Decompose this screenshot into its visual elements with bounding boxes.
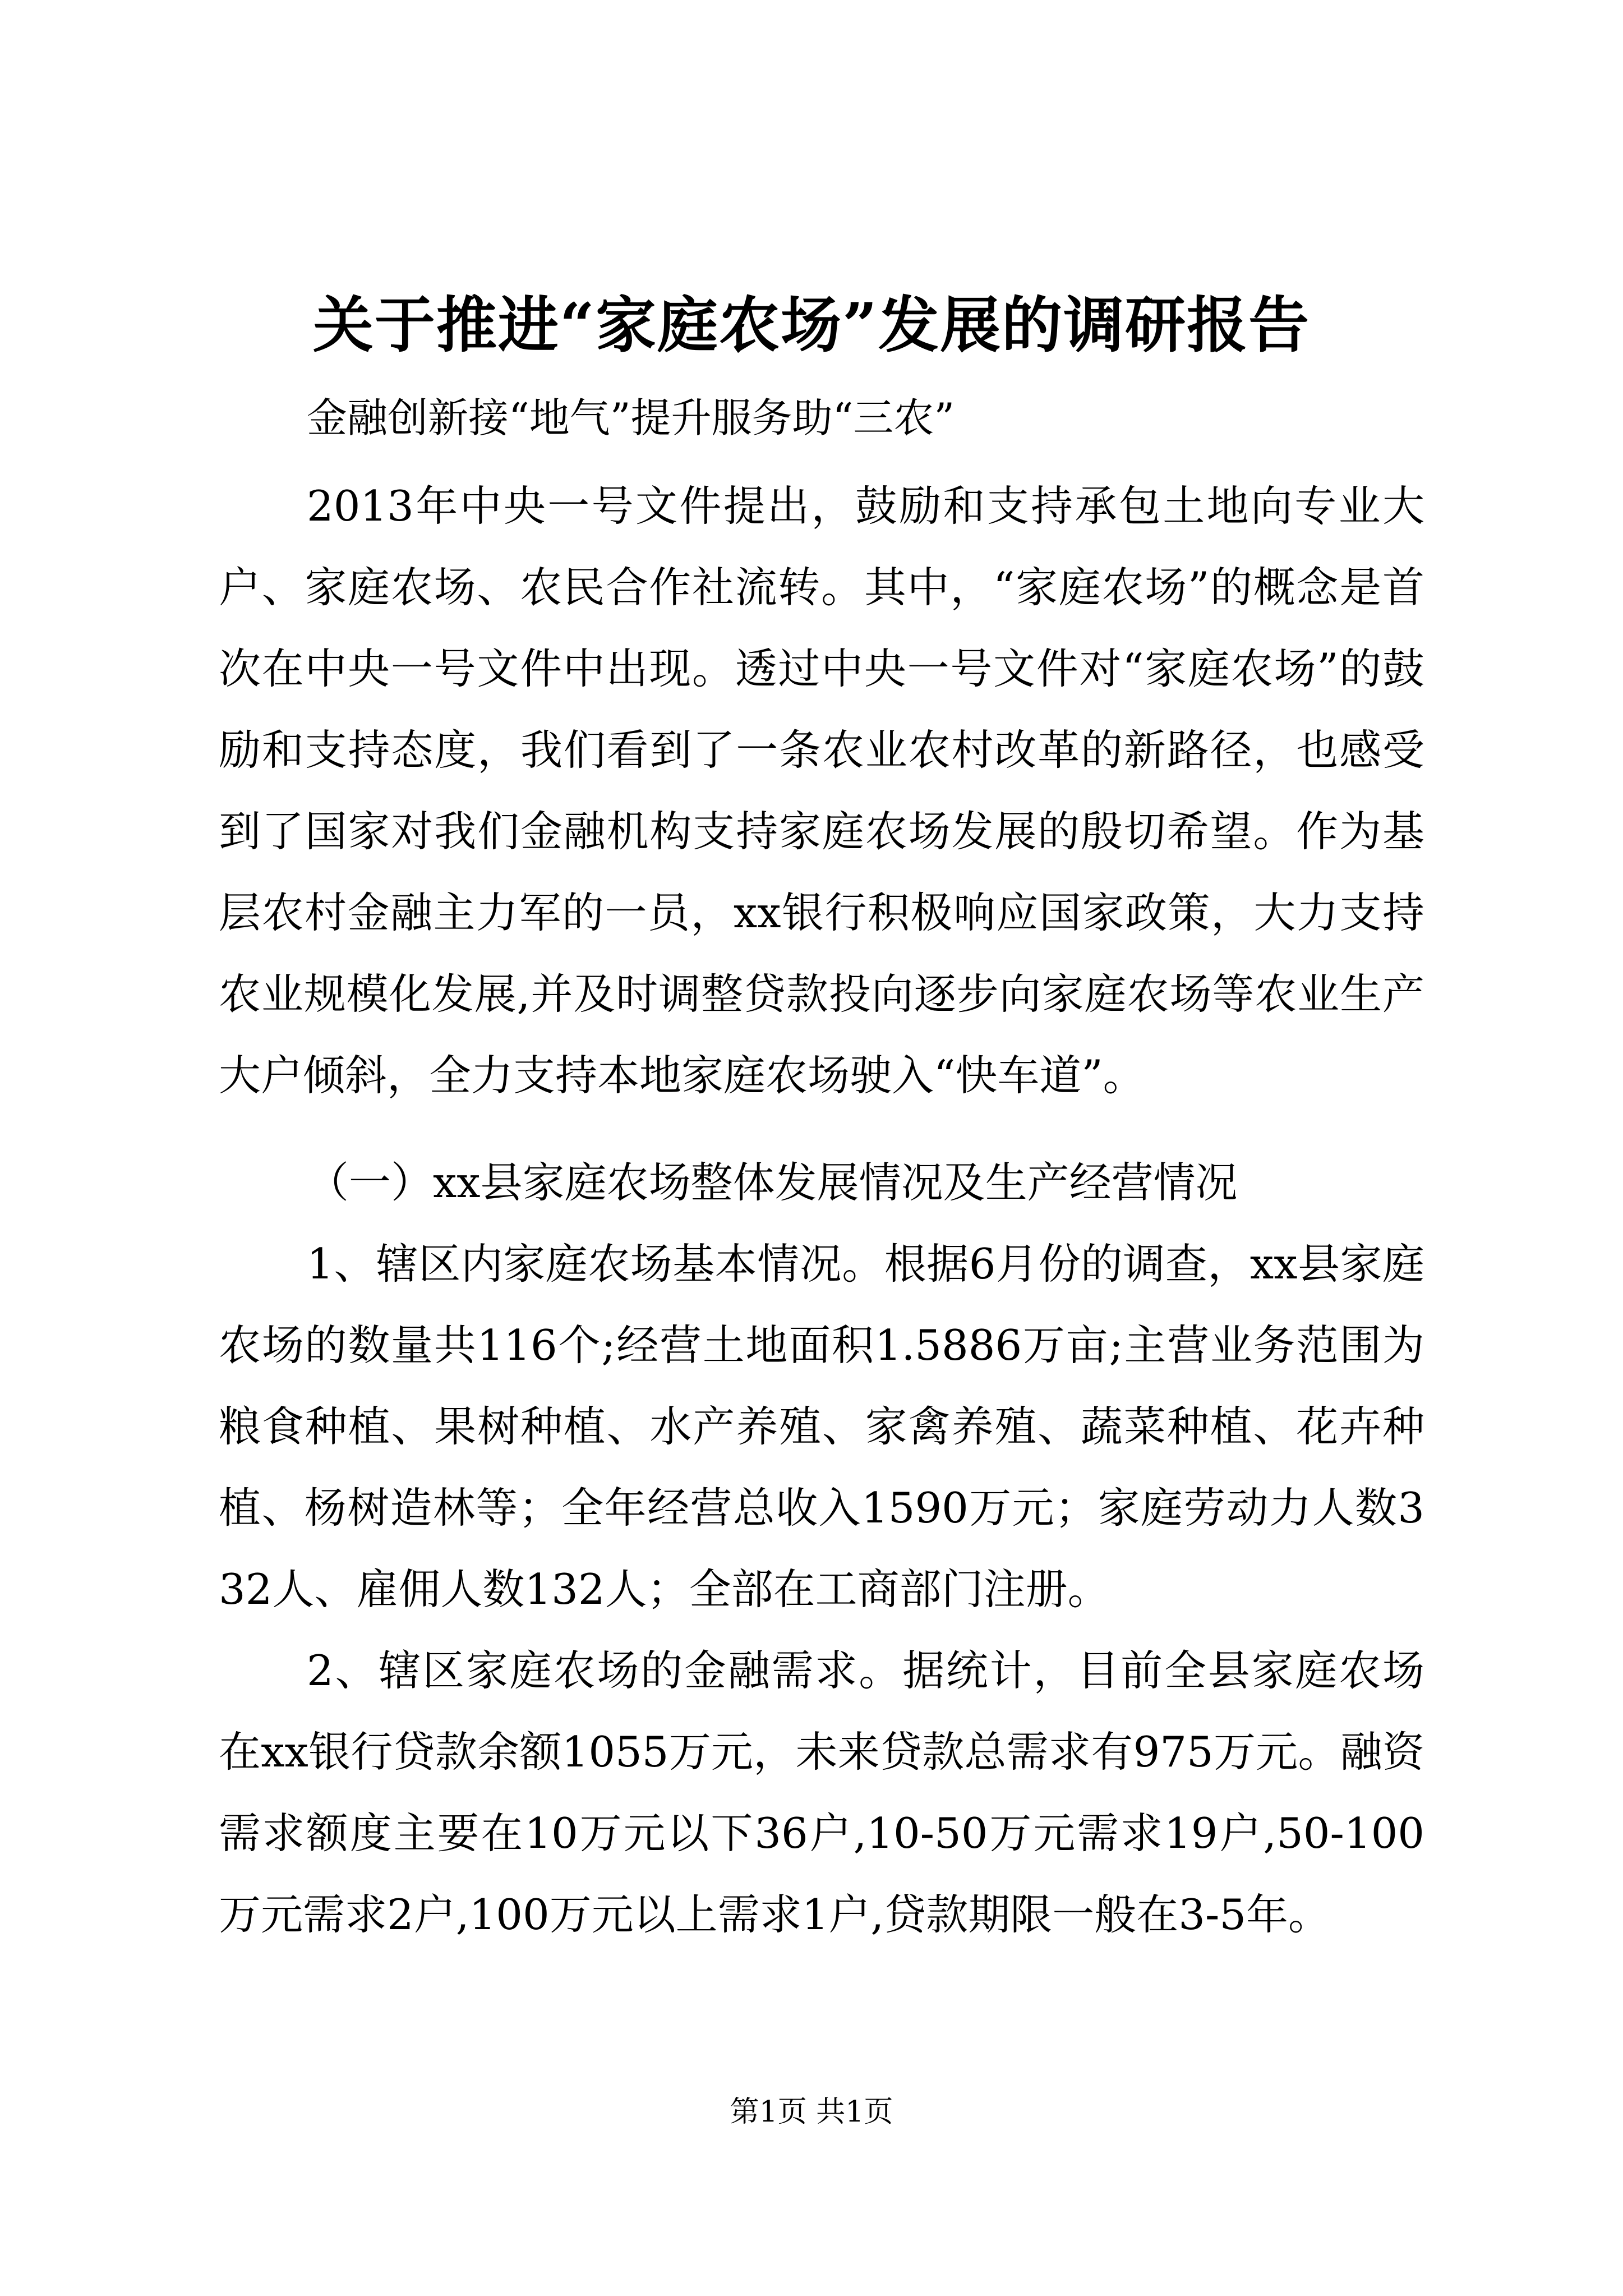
paragraph-financial-demand: 2、辖区家庭农场的金融需求。据统计，目前全县家庭农场在xx银行贷款余额1055万元，未来贷款总需求有975万元。融资需求额度主要在10万元以下36户,10-50万元需求19户,50-100万元需求2户,100万元以上需求1户,贷款期限一般在3-5年。: [219, 1646, 1424, 1939]
page-number: 第1页 共1页: [730, 2095, 893, 2129]
section-heading: （一）xx县家庭农场整体发展情况及生产经营情况: [307, 1158, 1238, 1207]
paragraph-intro: 2013年中央一号文件提出，鼓励和支持承包土地向专业大户、家庭农场、农民合作社流转。其中，“家庭农场”的概念是首次在中央一号文件中出现。透过中央一号文件对“家庭农场”的鼓励和支持态度，我们看到了一条农业农村改革的新路径，也感受到了国家对我们金融机构支持家庭农场发展的殷切希望。作为基层农村金融主力军的一员，xx银行积极响应国家政策，大力支持农业规模化发展,并及时调整贷款投向逐步向家庭农场等农业生产大户倾斜，全力支持本地家庭农场驶入“快车道”。: [219, 481, 1424, 1100]
document-subtitle: 金融创新接“地气”提升服务助“三农”: [307, 394, 955, 441]
document-title: 关于推进“家庭农场”发展的调研报告: [312, 290, 1311, 361]
paragraph-basic-situation: 1、辖区内家庭农场基本情况。根据6月份的调查，xx县家庭农场的数量共116个;经营土地面积1.5886万亩;主营业务范围为粮食种植、果树种植、水产养殖、家禽养殖、蔬菜种植、花卉种植、杨树造林等；全年经营总收入1590万元；家庭劳动力人数332人、雇佣人数132人；全部在工商部门注册。: [219, 1239, 1424, 1614]
